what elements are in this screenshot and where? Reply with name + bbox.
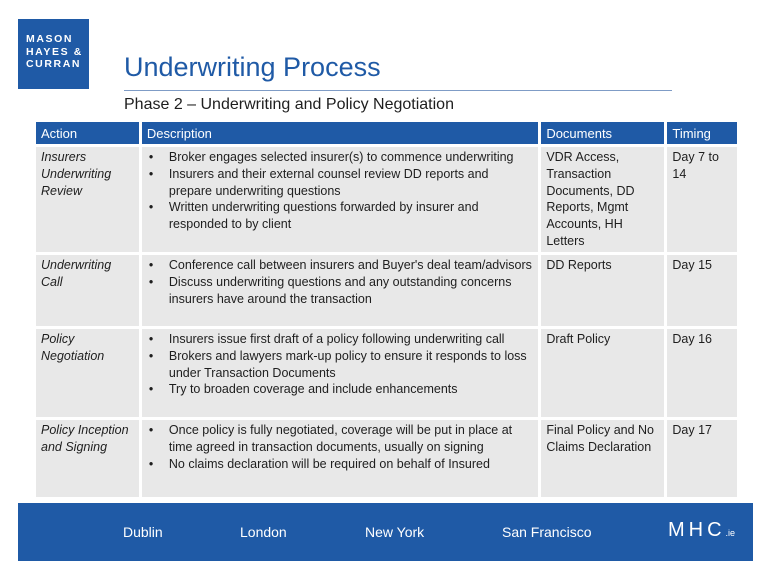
row-timing: Day 7 to 14 <box>667 147 737 252</box>
brand-mark: MHC <box>668 519 726 541</box>
brand-suffix: .ie <box>725 528 736 538</box>
footer-bar <box>18 503 753 561</box>
table-row <box>36 420 737 497</box>
header-documents: Documents <box>541 122 664 144</box>
firm-logo <box>18 19 89 89</box>
row-description <box>142 329 538 417</box>
table-row <box>36 255 737 326</box>
row-timing: Day 15 <box>667 255 737 326</box>
bullet-item: • Written underwriting questions forwarded by insurer and responded to by client <box>147 199 533 233</box>
row-documents: VDR Access, Transaction Documents, DD Reports, Mgmt Accounts, HH Letters <box>541 147 664 252</box>
row-action: Insurers Underwriting Review <box>36 147 139 252</box>
row-description <box>142 147 538 252</box>
bullet-item: • Insurers issue first draft of a policy following underwriting call <box>147 331 533 348</box>
row-action: Policy Inception and Signing <box>36 420 139 497</box>
table-row <box>36 147 737 252</box>
header-description: Description <box>142 122 538 144</box>
bullet-item: • Insurers and their external counsel review DD reports and prepare underwriting questions <box>147 166 533 200</box>
title-divider <box>124 90 672 91</box>
bullet-item: • Once policy is fully negotiated, coverage will be put in place at time agreed in transaction documents, usually on signing <box>147 422 533 456</box>
row-documents: Final Policy and No Claims Declaration <box>541 420 664 497</box>
bullet-item: • Discuss underwriting questions and any outstanding concerns insurers have around the transaction <box>147 274 533 308</box>
row-timing: Day 17 <box>667 420 737 497</box>
footer-city-london: London <box>240 524 287 540</box>
bullet-item: • No claims declaration will be required on behalf of Insured <box>147 456 533 473</box>
row-timing: Day 16 <box>667 329 737 417</box>
logo-line: MASON <box>26 33 74 45</box>
bullet-item: • Conference call between insurers and Buyer's deal team/advisors <box>147 257 533 274</box>
bullet-item: • Try to broaden coverage and include enhancements <box>147 381 533 398</box>
footer-city-new-york: New York <box>365 524 425 540</box>
header-timing: Timing <box>667 122 737 144</box>
process-table <box>33 119 740 500</box>
row-documents: Draft Policy <box>541 329 664 417</box>
header-action: Action <box>36 122 139 144</box>
row-action: Underwriting Call <box>36 255 139 326</box>
row-description <box>142 255 538 326</box>
row-description <box>142 420 538 497</box>
footer-city-san-francisco: San Francisco <box>502 524 592 540</box>
row-action: Policy Negotiation <box>36 329 139 417</box>
page-title: Underwriting Process <box>124 52 381 82</box>
row-documents: DD Reports <box>541 255 664 326</box>
footer-brand-logo <box>668 519 735 542</box>
footer-city-dublin: Dublin <box>123 524 163 540</box>
bullet-item: • Broker engages selected insurer(s) to commence underwriting <box>147 149 533 166</box>
bullet-item: • Brokers and lawyers mark-up policy to ensure it responds to loss under Transaction Documents <box>147 348 533 382</box>
table-header-row <box>36 122 737 144</box>
page-subtitle: Phase 2 – Underwriting and Policy Negotiation <box>124 96 454 113</box>
logo-line: HAYES & <box>26 45 83 58</box>
table-row <box>36 329 737 417</box>
logo-line: CURRAN <box>26 58 82 70</box>
